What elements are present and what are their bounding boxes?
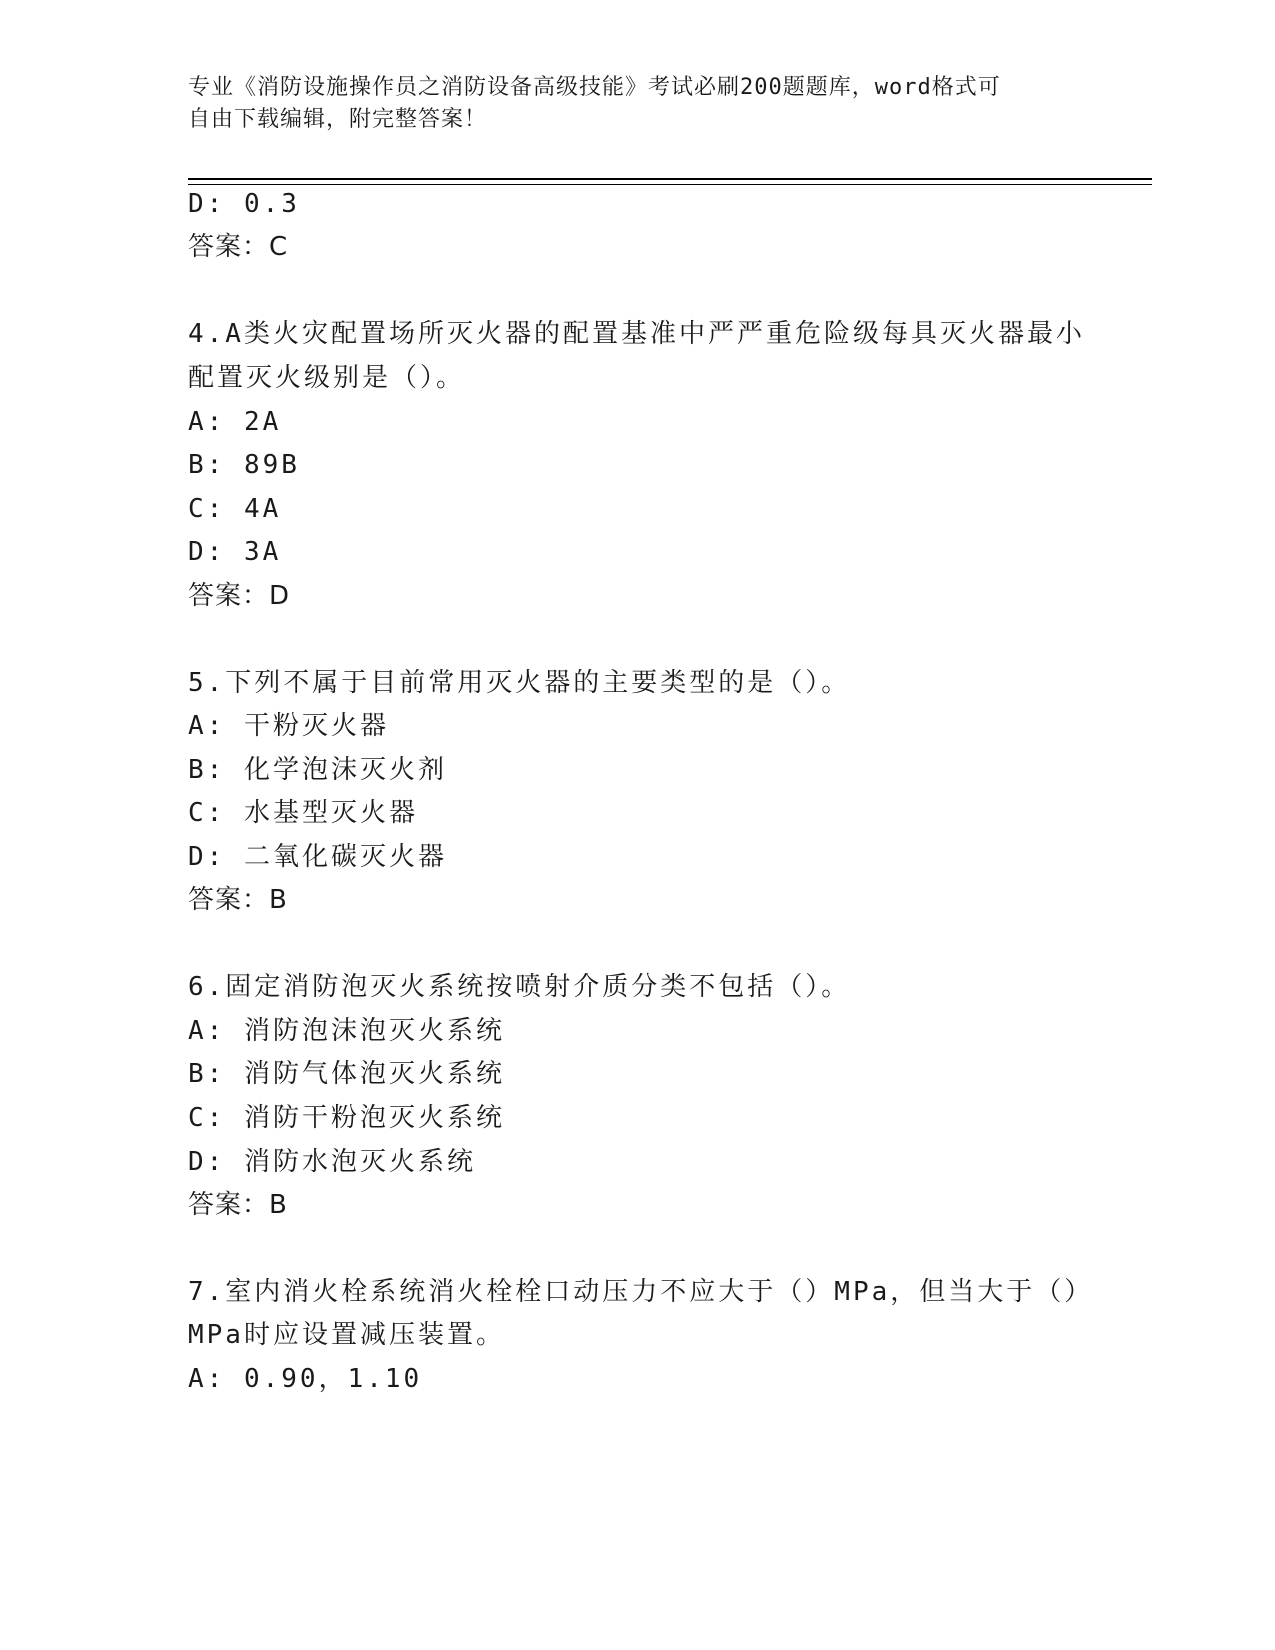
- question-6-option-c: C: 消防干粉泡灭火系统: [188, 1103, 505, 1133]
- header-divider-thin: [188, 184, 1152, 185]
- question-4-option-c: C: 4A: [188, 494, 282, 524]
- question-5-option-b: B: 化学泡沫灭火剂: [188, 755, 447, 785]
- question-7-option-a: A: 0.90，1.10: [188, 1364, 423, 1394]
- carryover-option-d: D: 0.3: [188, 189, 300, 219]
- question-6-option-b: B: 消防气体泡灭火系统: [188, 1059, 505, 1089]
- question-6-option-d: D: 消防水泡灭火系统: [188, 1147, 476, 1177]
- question-6-option-a: A: 消防泡沫泡灭火系统: [188, 1016, 505, 1046]
- header-line-2: 自由下载编辑，附完整答案！: [188, 107, 488, 132]
- question-5-answer: 答案：B: [188, 885, 288, 915]
- question-6-answer: 答案：B: [188, 1190, 288, 1220]
- question-7-stem-line-2: MPa时应设置减压装置。: [188, 1320, 505, 1350]
- question-4-option-a: A: 2A: [188, 407, 282, 437]
- question-4-answer: 答案：D: [188, 581, 291, 611]
- question-4-option-b: B: 89B: [188, 450, 300, 480]
- document-header: [188, 72, 1088, 136]
- carryover-answer: 答案：C: [188, 232, 289, 262]
- question-4-stem-line-1: 4.A类火灾配置场所灭火器的配置基准中严严重危险级每具灭火器最小: [188, 319, 1085, 349]
- header-line-1: 专业《消防设施操作员之消防设备高级技能》考试必刷200题题库，word格式可: [188, 75, 1001, 100]
- question-4-option-d: D: 3A: [188, 537, 282, 567]
- question-5-option-d: D: 二氧化碳灭火器: [188, 842, 447, 872]
- question-6-stem: 6.固定消防泡灭火系统按喷射介质分类不包括（）。: [188, 972, 851, 1002]
- header-divider-thick: [188, 178, 1152, 180]
- question-4-stem-line-2: 配置灭火级别是（）。: [188, 363, 466, 393]
- question-5-stem: 5.下列不属于目前常用灭火器的主要类型的是（）。: [188, 668, 851, 698]
- question-7-stem-line-1: 7.室内消火栓系统消火栓栓口动压力不应大于（）MPa，但当大于（）: [188, 1277, 1094, 1307]
- question-5-option-a: A: 干粉灭火器: [188, 711, 389, 741]
- question-5-option-c: C: 水基型灭火器: [188, 798, 418, 828]
